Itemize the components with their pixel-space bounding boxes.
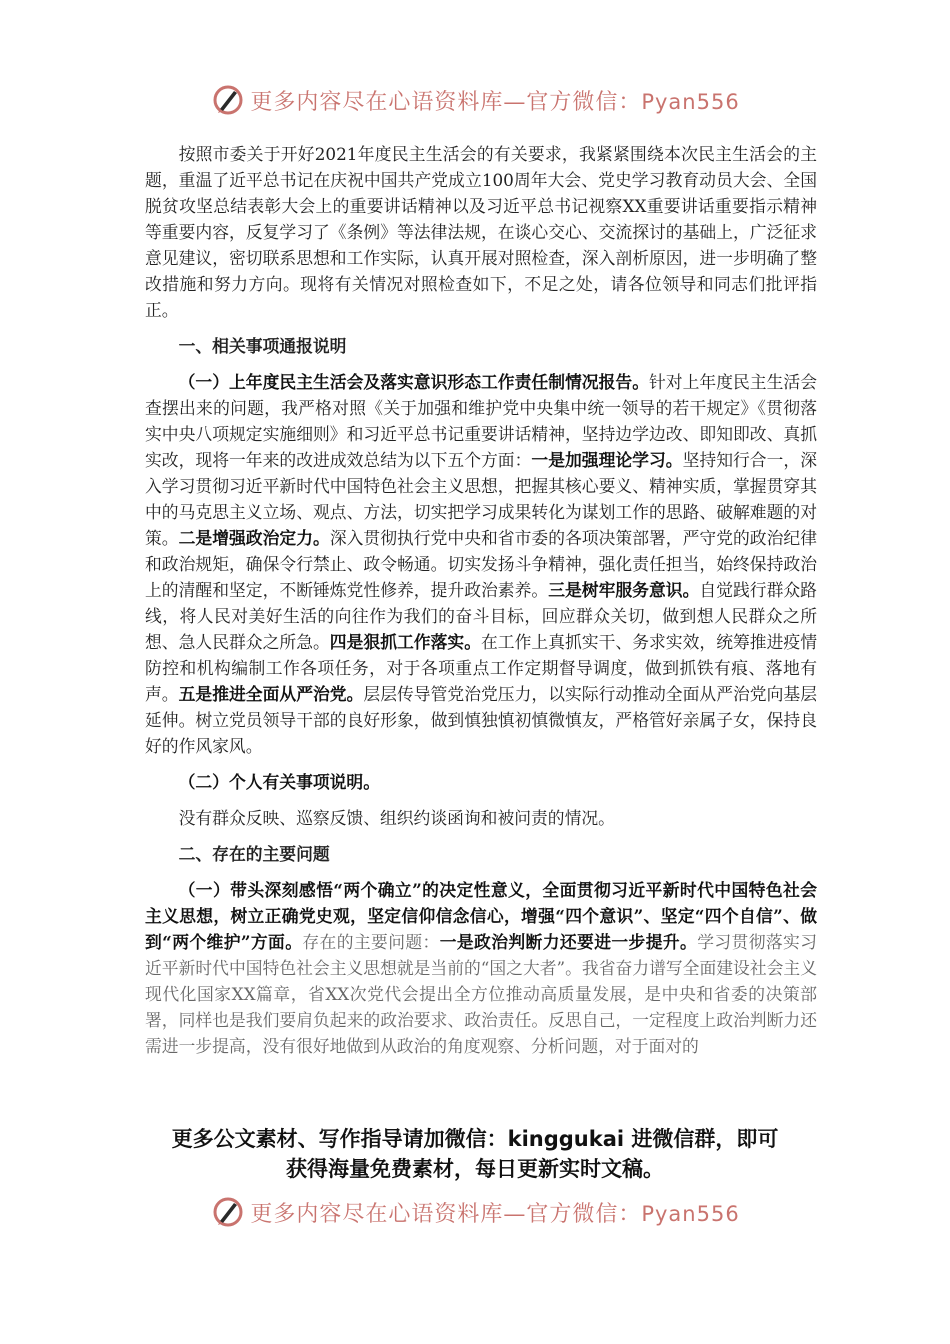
subsection-title-personal: （二）个人有关事项说明。 [178, 772, 380, 792]
intro-paragraph: 按照市委关于开好2021年度民主生活会的有关要求，我紧紧围绕本次民主生活会的主题，重温了近平总书记在庆祝中国共产党成立100周年大会、党史学习教育动员大会、全国脱贫攻坚总结表彰大会上的重要讲话精神以及习近平总书记视察XX重要讲话重要指示精神等重要内容，反复学习了《条例》等法律法规，在谈心交心、交流探讨的基础上，广泛征求意见建议，密切联系思想和工作实际，认真开展对照检查，深入剖析原因，进一步明确了整改措施和努力方向。现将有关情况对照检查如下，不足之处，请各位领导和同志们批评指正。 [145, 144, 817, 320]
document-body [145, 141, 817, 1059]
promo-text: 更多公文素材、写作指导请加微信：kinggukai 进微信群，即可 获得海量免费素材，每日更新实时文稿。 [171, 1127, 779, 1181]
brush-pen-logo-icon [210, 82, 246, 118]
subsection-title: （一）上年度民主生活会及落实意识形态工作责任制情况报告。 [178, 372, 649, 392]
problem-paragraph: （一）带头深刻感悟“两个确立”的决定性意义，全面贯彻习近平新时代中国特色社会主义思想，树立正确党史观，坚定信仰信念信心，增强“四个意识”、坚定“四个自信”、做到“两个维护”方面。存在的主要问题：一是政治判断力还要进一步提升。学习贯彻落实习近平新时代中国特色社会主义思想就是当前的“国之大者”。我省奋力谱写全面建设社会主义现代化国家XX篇章，省XX次党代会提出全方位推动高质量发展，是中央和省委的决策部署，同样也是我们要肩负起来的政治要求、政治责任。反思自己，一定程度上政治判断力还需进一步提高，没有很好地做到从政治的角度观察、分析问题，对于面对的 [145, 880, 817, 1056]
banner-text: 更多内容尽在心语资料库—官方微信：Pyan556 [250, 1201, 740, 1227]
personal-paragraph: 没有群众反映、巡察反馈、组织约谈函询和被问责的情况。 [178, 808, 615, 828]
section-heading-1: 一、相关事项通报说明 [178, 336, 347, 356]
section-1-paragraph: （一）上年度民主生活会及落实意识形态工作责任制情况报告。针对上年度民主生活会查摆出来的问题，我严格对照《关于加强和维护党中央集中统一领导的若干规定》《贯彻落实中央八项规定实施细则》和习近平总书记重要讲话精神，坚持边学边改、即知即改、真抓实改，现将一年来的改进成效总结为以下五个方面：一是加强理论学习。坚持知行合一，深入学习贯彻习近平新时代中国特色社会主义思想，把握其核心要义、精神实质，掌握贯穿其中的马克思主义立场、观点、方法，切实把学习成果转化为谋划工作的思路、破解难题的对策。二是增强政治定力。深入贯彻执行党中央和省市委的各项决策部署，严守党的政治纪律和政治规矩，确保令行禁止、政令畅通。切实发扬斗争精神，强化责任担当，始终保持政治上的清醒和坚定，不断锤炼党性修养，提升政治素养。三是树牢服务意识。自觉践行群众路线，将人民对美好生活的向往作为我们的奋斗目标，回应群众关切，做到想人民群众之所想、急人民群众之所急。四是狠抓工作落实。在工作上真抓实干、务求实效，统筹推进疫情防控和机构编制工作各项任务，对于各项重点工作定期督导调度，做到抓铁有痕、落地有声。五是推进全面从严治党。层层传导管党治党压力，以实际行动推动全面从严治党向基层延伸。树立党员领导干部的良好形象，做到慎独慎初慎微慎友，严格管好亲属子女，保持良好的作风家风。 [145, 372, 817, 756]
header-banner [0, 80, 950, 120]
section-heading-2: 二、存在的主要问题 [178, 844, 330, 864]
footer-banner [0, 1192, 950, 1232]
banner-text: 更多内容尽在心语资料库—官方微信：Pyan556 [250, 89, 740, 115]
brush-pen-logo-icon [210, 1194, 246, 1230]
